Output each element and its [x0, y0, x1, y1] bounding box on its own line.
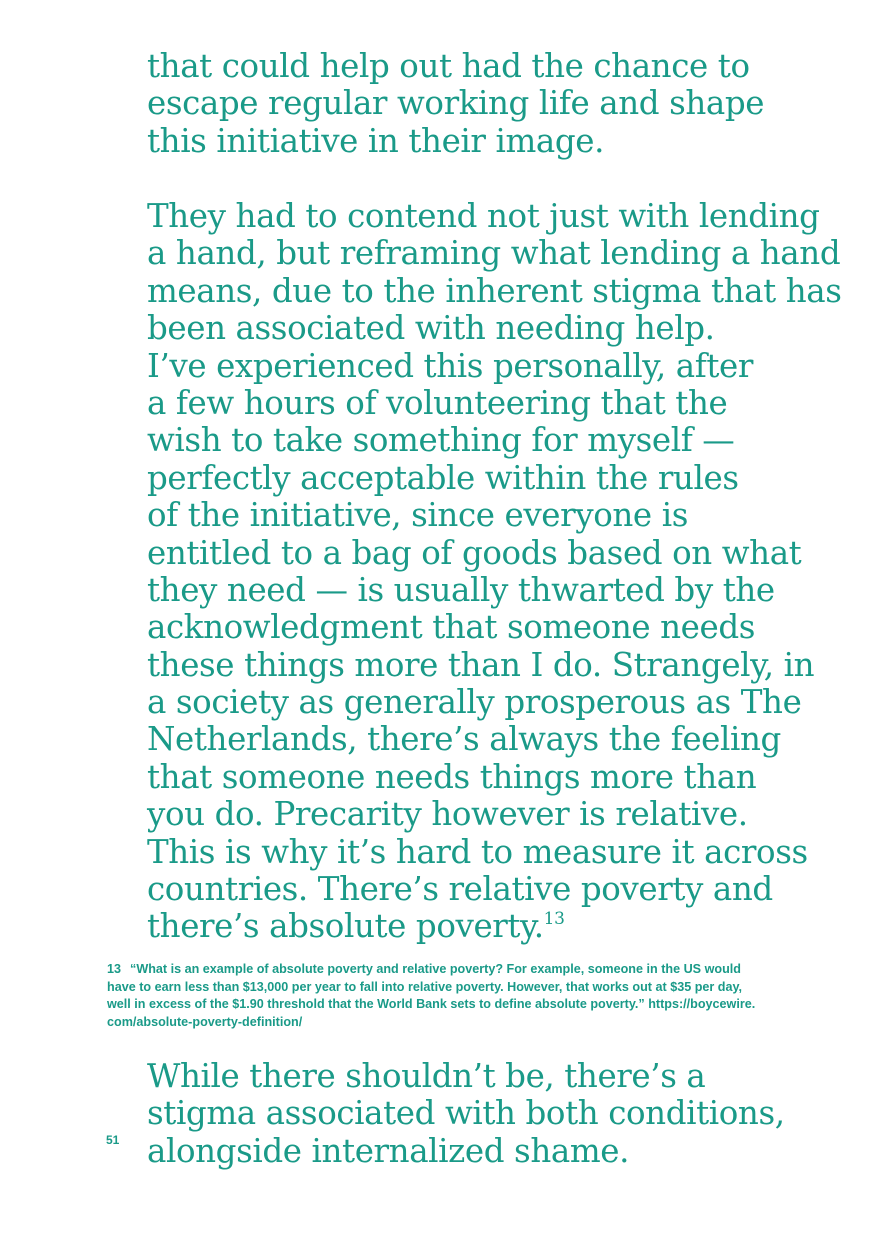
- body-paragraph: [147, 48, 837, 160]
- footnote-text: “What is an example of absolute poverty and relative poverty? For example, someone in the US would: [130, 962, 741, 976]
- text-line: means, due to the inherent stigma that has: [147, 271, 842, 310]
- text-line: that someone needs things more than: [147, 757, 757, 796]
- text-line: Netherlands, there’s always the feeling: [147, 720, 781, 759]
- text-line: there’s absolute poverty.: [147, 907, 544, 946]
- footnote-reference[interactable]: 13: [543, 909, 565, 930]
- text-line: been associated with needing help.: [147, 309, 715, 348]
- text-line: While there shouldn’t be, there’s a: [147, 1057, 706, 1095]
- text-line: This is why it’s hard to measure it across: [147, 832, 808, 871]
- text-line: acknowledgment that someone needs: [147, 608, 755, 647]
- text-line: countries. There’s relative poverty and: [147, 870, 773, 909]
- text-line: that could help out had the chance to: [147, 47, 750, 85]
- text-line: these things more than I do. Strangely, in: [147, 645, 815, 684]
- body-paragraph: [147, 197, 842, 946]
- text-line: they need — is usually thwarted by the: [147, 570, 775, 609]
- text-line: you do. Precarity however is relative.: [147, 795, 748, 834]
- footnote-line: have to earn less than $13,000 per year to fall into relative poverty. However, that works out at $35 per day,: [107, 979, 743, 994]
- text-line: escape regular working life and shape: [147, 84, 765, 123]
- text-line: a society as generally prosperous as The: [147, 683, 802, 722]
- text-line: perfectly acceptable within the rules: [147, 458, 739, 497]
- text-line: entitled to a bag of goods based on what: [147, 533, 802, 572]
- footnote-number: 13: [107, 962, 122, 976]
- text-line: a few hours of volunteering that the: [147, 383, 728, 422]
- footnote-line: well in excess of the $1.90 threshold that the World Bank sets to define absolute poverty.” https://boycewire.: [107, 997, 756, 1011]
- text-line-last: [147, 908, 837, 945]
- footnote: [107, 961, 832, 1031]
- footnote-line: [107, 961, 832, 979]
- text-line: wish to take something for myself —: [147, 421, 735, 460]
- text-line: of the initiative, since everyone is: [147, 496, 688, 535]
- page-number: 51: [106, 1133, 120, 1147]
- text-line: I’ve experienced this personally, after: [147, 346, 754, 385]
- text-line: this initiative in their image.: [147, 121, 605, 160]
- text-line: stigma associated with both conditions,: [147, 1094, 785, 1133]
- footnote-line: com/absolute-poverty-definition/: [107, 1014, 303, 1029]
- body-paragraph: [147, 1058, 837, 1170]
- text-line: They had to contend not just with lending: [147, 197, 820, 235]
- text-line: a hand, but reframing what lending a hand: [147, 234, 841, 273]
- text-line: alongside internalized shame.: [147, 1131, 630, 1170]
